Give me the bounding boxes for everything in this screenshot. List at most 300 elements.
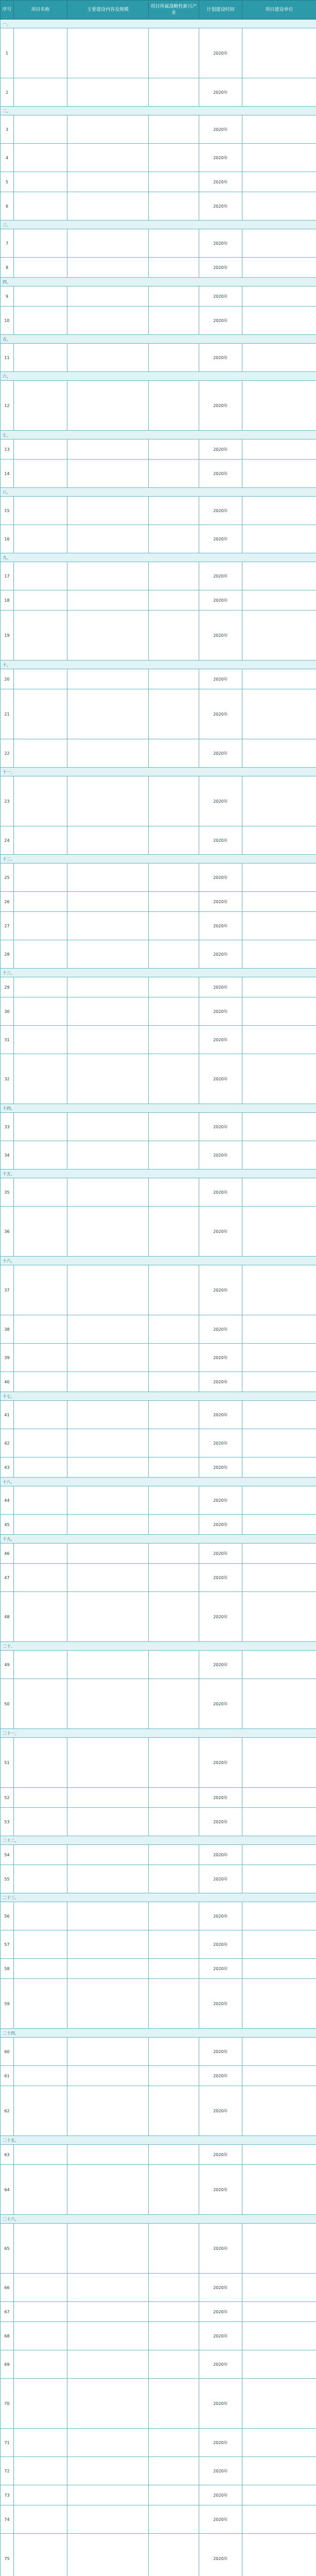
table-row <box>1 2322 316 2350</box>
table-row <box>1 669 316 689</box>
row-unit <box>242 997 316 1026</box>
row-name <box>14 1486 67 1515</box>
row-strategy <box>149 2534 199 2576</box>
row-unit <box>242 172 316 192</box>
row-strategy <box>149 2145 199 2165</box>
row-name <box>14 669 67 689</box>
table-row <box>1 1486 316 1515</box>
row-content <box>67 28 149 78</box>
table-row <box>1 1902 316 1930</box>
row-unit <box>242 940 316 969</box>
row-content <box>67 590 149 611</box>
row-time: 2020年 <box>199 2224 242 2274</box>
row-time: 2020年 <box>199 460 242 488</box>
table-row <box>1 912 316 940</box>
row-strategy <box>149 1054 199 1104</box>
row-num: 62 <box>1 2086 14 2136</box>
row-unit <box>242 1178 316 1207</box>
row-unit <box>242 2086 316 2136</box>
row-name <box>14 2322 67 2350</box>
section-row <box>1 660 316 669</box>
row-time: 2020年 <box>199 1515 242 1535</box>
row-num: 70 <box>1 2379 14 2429</box>
row-name <box>14 144 67 172</box>
header-name: 项目名称 <box>14 1 67 20</box>
row-content <box>67 2534 149 2576</box>
row-unit <box>242 1679 316 1729</box>
row-name <box>14 1265 67 1315</box>
row-content <box>67 1113 149 1141</box>
row-content <box>67 144 149 172</box>
table-row <box>1 1026 316 1054</box>
row-strategy <box>149 344 199 372</box>
table-row <box>1 1865 316 1893</box>
row-name <box>14 863 67 892</box>
row-strategy <box>149 611 199 660</box>
section-title: 六、 <box>1 372 316 381</box>
row-time: 2020年 <box>199 912 242 940</box>
row-strategy <box>149 863 199 892</box>
table-row <box>1 1429 316 1458</box>
row-num: 24 <box>1 826 14 855</box>
row-unit <box>242 286 316 307</box>
row-content <box>67 1544 149 1564</box>
row-unit <box>242 611 316 660</box>
row-content <box>67 1902 149 1930</box>
row-content <box>67 562 149 590</box>
table-row <box>1 2429 316 2457</box>
row-name <box>14 2505 67 2534</box>
row-strategy <box>149 28 199 78</box>
section-row <box>1 1392 316 1401</box>
row-time: 2020年 <box>199 1486 242 1515</box>
row-num: 17 <box>1 562 14 590</box>
section-title: 十四、 <box>1 1104 316 1113</box>
row-time: 2020年 <box>199 1141 242 1170</box>
row-name <box>14 497 67 525</box>
section-row <box>1 969 316 977</box>
row-content <box>67 2086 149 2136</box>
section-row <box>1 2215 316 2224</box>
row-time: 2020年 <box>199 863 242 892</box>
row-time: 2020年 <box>199 2302 242 2322</box>
row-name <box>14 258 67 278</box>
row-name <box>14 28 67 78</box>
row-name <box>14 826 67 855</box>
row-unit <box>242 525 316 553</box>
row-unit <box>242 1141 316 1170</box>
row-content <box>67 2322 149 2350</box>
row-num: 47 <box>1 1564 14 1592</box>
row-strategy <box>149 826 199 855</box>
row-name <box>14 1564 67 1592</box>
row-num: 48 <box>1 1592 14 1642</box>
table-row <box>1 1372 316 1392</box>
table-row <box>1 2505 316 2534</box>
row-name <box>14 689 67 739</box>
row-name <box>14 1344 67 1372</box>
row-unit <box>242 2322 316 2350</box>
row-unit <box>242 1344 316 1372</box>
row-unit <box>242 669 316 689</box>
row-name <box>14 1372 67 1392</box>
row-num: 64 <box>1 2165 14 2215</box>
row-unit <box>242 2457 316 2485</box>
row-time: 2020年 <box>199 344 242 372</box>
row-time: 2020年 <box>199 1026 242 1054</box>
row-strategy <box>149 1207 199 1257</box>
table-row <box>1 2086 316 2136</box>
row-strategy <box>149 1515 199 1535</box>
row-num: 36 <box>1 1207 14 1257</box>
section-row <box>1 1642 316 1651</box>
row-unit <box>242 1429 316 1458</box>
row-time: 2020年 <box>199 940 242 969</box>
section-title: 八、 <box>1 488 316 497</box>
row-num: 65 <box>1 2224 14 2274</box>
row-time: 2020年 <box>199 1679 242 1729</box>
row-name <box>14 1054 67 1104</box>
section-row <box>1 768 316 776</box>
row-name <box>14 997 67 1026</box>
row-unit <box>242 1979 316 2029</box>
table-row <box>1 1979 316 2029</box>
row-strategy <box>149 1902 199 1930</box>
row-time: 2020年 <box>199 1113 242 1141</box>
row-content <box>67 1207 149 1257</box>
row-num: 16 <box>1 525 14 553</box>
row-time: 2020年 <box>199 1738 242 1788</box>
row-time: 2020年 <box>199 2038 242 2066</box>
table-body <box>1 20 316 2576</box>
table-row <box>1 229 316 258</box>
table-row <box>1 940 316 969</box>
row-content <box>67 2457 149 2485</box>
row-name <box>14 2485 67 2505</box>
row-name <box>14 1401 67 1429</box>
row-unit <box>242 689 316 739</box>
row-strategy <box>149 892 199 912</box>
row-strategy <box>149 2066 199 2086</box>
row-unit <box>242 1486 316 1515</box>
table-row <box>1 739 316 768</box>
row-time: 2020年 <box>199 1207 242 1257</box>
section-title: 二十三、 <box>1 1893 316 1902</box>
row-num: 14 <box>1 460 14 488</box>
row-time: 2020年 <box>199 2066 242 2086</box>
row-strategy <box>149 1845 199 1865</box>
section-row <box>1 372 316 381</box>
row-name <box>14 1515 67 1535</box>
row-time: 2020年 <box>199 2322 242 2350</box>
table-row <box>1 28 316 78</box>
row-strategy <box>149 940 199 969</box>
row-strategy <box>149 1401 199 1429</box>
row-strategy <box>149 2505 199 2534</box>
table-row <box>1 2038 316 2066</box>
row-strategy <box>149 1141 199 1170</box>
row-strategy <box>149 115 199 144</box>
row-strategy <box>149 381 199 431</box>
row-name <box>14 439 67 460</box>
row-content <box>67 1651 149 1679</box>
table-row <box>1 1207 316 1257</box>
row-unit <box>242 1845 316 1865</box>
row-time: 2020年 <box>199 1054 242 1104</box>
row-strategy <box>149 144 199 172</box>
row-content <box>67 2379 149 2429</box>
table-row <box>1 381 316 431</box>
row-strategy <box>149 1979 199 2029</box>
row-time: 2020年 <box>199 2145 242 2165</box>
row-unit <box>242 739 316 768</box>
row-content <box>67 1141 149 1170</box>
row-unit <box>242 1207 316 1257</box>
table-row <box>1 1113 316 1141</box>
row-strategy <box>149 78 199 107</box>
row-time: 2020年 <box>199 1544 242 1564</box>
row-unit <box>242 1651 316 1679</box>
table-row <box>1 1054 316 1104</box>
row-content <box>67 997 149 1026</box>
row-time: 2020年 <box>199 2274 242 2302</box>
row-time: 2020年 <box>199 497 242 525</box>
table-row <box>1 1141 316 1170</box>
row-time: 2020年 <box>199 590 242 611</box>
row-strategy <box>149 2379 199 2429</box>
row-name <box>14 2038 67 2066</box>
row-unit <box>242 2224 316 2274</box>
row-content <box>67 78 149 107</box>
section-row <box>1 1478 316 1486</box>
row-time: 2020年 <box>199 144 242 172</box>
section-title: 二十二、 <box>1 1836 316 1845</box>
table-row <box>1 689 316 739</box>
row-unit <box>242 1564 316 1592</box>
table-row <box>1 344 316 372</box>
row-strategy <box>149 1178 199 1207</box>
row-name <box>14 2457 67 2485</box>
row-name <box>14 2165 67 2215</box>
row-content <box>67 689 149 739</box>
row-num: 50 <box>1 1679 14 1729</box>
row-name <box>14 1113 67 1141</box>
row-unit <box>242 2350 316 2379</box>
row-num: 32 <box>1 1054 14 1104</box>
row-num: 67 <box>1 2302 14 2322</box>
row-strategy <box>149 776 199 826</box>
row-unit <box>242 2302 316 2322</box>
section-row <box>1 488 316 497</box>
table-row <box>1 78 316 107</box>
row-time: 2020年 <box>199 1651 242 1679</box>
row-time: 2020年 <box>199 2485 242 2505</box>
row-content <box>67 2429 149 2457</box>
row-num: 55 <box>1 1865 14 1893</box>
row-name <box>14 78 67 107</box>
row-name <box>14 2429 67 2457</box>
row-content <box>67 1458 149 1478</box>
row-num: 12 <box>1 381 14 431</box>
row-unit <box>242 776 316 826</box>
row-strategy <box>149 669 199 689</box>
row-time: 2020年 <box>199 525 242 553</box>
row-name <box>14 2066 67 2086</box>
row-strategy <box>149 739 199 768</box>
table-row <box>1 1344 316 1372</box>
row-name <box>14 344 67 372</box>
row-strategy <box>149 2038 199 2066</box>
row-strategy <box>149 286 199 307</box>
row-content <box>67 497 149 525</box>
row-time: 2020年 <box>199 28 242 78</box>
row-time: 2020年 <box>199 1429 242 1458</box>
row-name <box>14 912 67 940</box>
row-num: 72 <box>1 2457 14 2485</box>
row-time: 2020年 <box>199 611 242 660</box>
row-time: 2020年 <box>199 2350 242 2379</box>
row-content <box>67 258 149 278</box>
section-title: 七、 <box>1 431 316 439</box>
section-row <box>1 107 316 115</box>
row-name <box>14 1544 67 1564</box>
row-name <box>14 1738 67 1788</box>
row-time: 2020年 <box>199 1564 242 1592</box>
row-strategy <box>149 2457 199 2485</box>
section-row <box>1 1170 316 1178</box>
row-name <box>14 2145 67 2165</box>
row-unit <box>242 1515 316 1535</box>
section-title: 二十、 <box>1 1642 316 1651</box>
row-time: 2020年 <box>199 669 242 689</box>
row-content <box>67 192 149 221</box>
table-row <box>1 497 316 525</box>
row-time: 2020年 <box>199 78 242 107</box>
row-num: 13 <box>1 439 14 460</box>
row-unit <box>242 2485 316 2505</box>
row-content <box>67 1808 149 1836</box>
row-num: 68 <box>1 2322 14 2350</box>
row-time: 2020年 <box>199 562 242 590</box>
row-content <box>67 1979 149 2029</box>
row-num: 31 <box>1 1026 14 1054</box>
row-strategy <box>149 1544 199 1564</box>
row-unit <box>242 1865 316 1893</box>
row-unit <box>242 1808 316 1836</box>
section-title: 二十一、 <box>1 1729 316 1738</box>
row-unit <box>242 2505 316 2534</box>
section-row <box>1 431 316 439</box>
row-unit <box>242 381 316 431</box>
table-row <box>1 2379 316 2429</box>
table-row <box>1 1651 316 1679</box>
row-num: 29 <box>1 977 14 997</box>
row-name <box>14 1865 67 1893</box>
row-time: 2020年 <box>199 1401 242 1429</box>
row-num: 69 <box>1 2350 14 2379</box>
section-row <box>1 2136 316 2145</box>
section-row <box>1 335 316 344</box>
row-num: 4 <box>1 144 14 172</box>
row-unit <box>242 192 316 221</box>
row-content <box>67 912 149 940</box>
row-content <box>67 1315 149 1344</box>
row-name <box>14 2379 67 2429</box>
row-time: 2020年 <box>199 381 242 431</box>
row-name <box>14 590 67 611</box>
table-row <box>1 2485 316 2505</box>
row-strategy <box>149 172 199 192</box>
row-unit <box>242 307 316 335</box>
row-unit <box>242 1930 316 1959</box>
row-strategy <box>149 258 199 278</box>
row-content <box>67 776 149 826</box>
row-strategy <box>149 497 199 525</box>
row-strategy <box>149 2429 199 2457</box>
row-time: 2020年 <box>199 258 242 278</box>
row-strategy <box>149 562 199 590</box>
table-row <box>1 1544 316 1564</box>
row-content <box>67 525 149 553</box>
row-name <box>14 1315 67 1344</box>
table-row <box>1 115 316 144</box>
row-strategy <box>149 1026 199 1054</box>
row-num: 18 <box>1 590 14 611</box>
row-time: 2020年 <box>199 826 242 855</box>
row-unit <box>242 497 316 525</box>
row-unit <box>242 1738 316 1788</box>
table-row <box>1 2274 316 2302</box>
table-row <box>1 2165 316 2215</box>
row-strategy <box>149 1808 199 1836</box>
row-name <box>14 286 67 307</box>
row-name <box>14 2224 67 2274</box>
row-num: 15 <box>1 497 14 525</box>
row-strategy <box>149 2274 199 2302</box>
row-unit <box>242 1959 316 1979</box>
row-content <box>67 344 149 372</box>
section-row <box>1 1535 316 1544</box>
row-num: 6 <box>1 192 14 221</box>
table-row <box>1 2457 316 2485</box>
row-unit <box>242 1592 316 1642</box>
row-name <box>14 1845 67 1865</box>
row-unit <box>242 826 316 855</box>
section-title: 十、 <box>1 660 316 669</box>
row-num: 26 <box>1 892 14 912</box>
table-row <box>1 2534 316 2576</box>
row-unit <box>242 2165 316 2215</box>
row-content <box>67 2165 149 2215</box>
row-num: 20 <box>1 669 14 689</box>
row-strategy <box>149 2350 199 2379</box>
table-row <box>1 611 316 660</box>
row-content <box>67 2224 149 2274</box>
row-content <box>67 2350 149 2379</box>
row-num: 33 <box>1 1113 14 1141</box>
row-content <box>67 669 149 689</box>
row-num: 59 <box>1 1979 14 2029</box>
row-time: 2020年 <box>199 1979 242 2029</box>
row-num: 63 <box>1 2145 14 2165</box>
row-num: 45 <box>1 1515 14 1535</box>
row-unit <box>242 1458 316 1478</box>
row-strategy <box>149 1592 199 1642</box>
row-strategy <box>149 1651 199 1679</box>
row-name <box>14 307 67 335</box>
section-row <box>1 1836 316 1845</box>
row-unit <box>242 460 316 488</box>
